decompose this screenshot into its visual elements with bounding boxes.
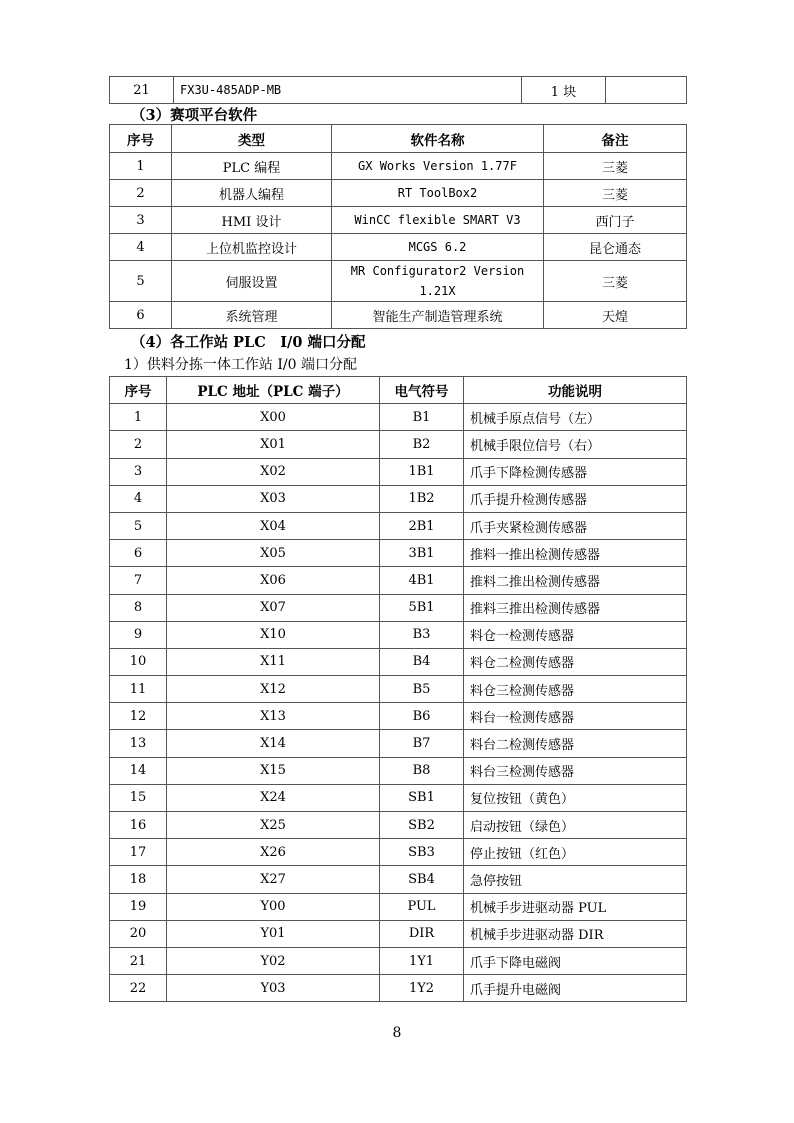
function-description: 急停按钮 [464,866,687,893]
electrical-symbol: 1B2 [380,485,464,512]
table-row [110,234,687,261]
plc-address: Y02 [167,947,380,974]
function-description: 爪手夹紧检测传感器 [464,512,687,539]
row-number: 22 [110,975,167,1002]
table-row [110,676,687,703]
table-row [110,540,687,567]
row-number: 4 [110,485,167,512]
software-note: 昆仑通态 [544,234,687,261]
function-description: 料仓三检测传感器 [464,676,687,703]
plc-address: X25 [167,812,380,839]
row-number: 17 [110,839,167,866]
software-type: 系统管理 [172,302,332,329]
quantity: 1 块 [522,77,606,104]
section-4-heading: （4）各工作站 PLC I/0 端口分配 [131,334,366,351]
table-header-row [110,125,687,153]
table-row [110,261,687,302]
function-description: 停止按钮（红色） [464,839,687,866]
row-number: 4 [110,234,172,261]
plc-address: X13 [167,703,380,730]
row-number: 18 [110,866,167,893]
electrical-symbol: 4B1 [380,567,464,594]
software-note: 天煌 [544,302,687,329]
plc-address: X12 [167,676,380,703]
software-name [332,261,544,302]
row-number: 1 [110,153,172,180]
table-row [110,404,687,431]
row-number: 19 [110,893,167,920]
plc-address: X02 [167,458,380,485]
row-number: 12 [110,703,167,730]
software-table [109,124,687,329]
row-number: 3 [110,458,167,485]
table-row [110,594,687,621]
software-type: 上位机监控设计 [172,234,332,261]
table-row [110,302,687,329]
row-number: 6 [110,540,167,567]
row-number: 5 [110,261,172,302]
plc-address: X07 [167,594,380,621]
plc-address: X14 [167,730,380,757]
row-number: 13 [110,730,167,757]
row-number: 2 [110,180,172,207]
software-type: PLC 编程 [172,153,332,180]
col-header: 软件名称 [332,125,544,153]
table-row [110,485,687,512]
col-header: 类型 [172,125,332,153]
function-description: 复位按钮（黄色） [464,784,687,811]
electrical-symbol: 1Y2 [380,975,464,1002]
plc-address: X00 [167,404,380,431]
electrical-symbol: SB2 [380,812,464,839]
electrical-symbol: B8 [380,757,464,784]
electrical-symbol: 1Y1 [380,947,464,974]
extra-cell [606,77,687,104]
table-row [110,839,687,866]
software-note: 西门子 [544,207,687,234]
software-name: 智能生产制造管理系统 [332,302,544,329]
table-row [110,730,687,757]
electrical-symbol: SB4 [380,866,464,893]
table-row [110,153,687,180]
software-note: 三菱 [544,153,687,180]
row-number: 3 [110,207,172,234]
table-row [110,207,687,234]
row-number: 11 [110,676,167,703]
section-3-heading: （3）赛项平台软件 [131,107,258,124]
row-number: 21 [110,947,167,974]
software-name-line: 1.21X [419,284,456,298]
plc-address: Y00 [167,893,380,920]
function-description: 机械手步进驱动器 DIR [464,920,687,947]
col-header: 功能说明 [464,377,687,404]
electrical-symbol: SB1 [380,784,464,811]
plc-address: X06 [167,567,380,594]
electrical-symbol: B7 [380,730,464,757]
plc-address: X24 [167,784,380,811]
table-row [110,920,687,947]
software-name: MCGS 6.2 [332,234,544,261]
subsection-1-heading: 1）供料分拣一体工作站 I/0 端口分配 [124,357,357,373]
software-name: WinCC flexible SMART V3 [332,207,544,234]
function-description: 推料二推出检测传感器 [464,567,687,594]
row-number: 21 [110,77,174,104]
io-port-table [109,376,687,1002]
table-header-row [110,377,687,404]
plc-address: X03 [167,485,380,512]
row-number: 15 [110,784,167,811]
table-row [110,180,687,207]
function-description: 推料三推出检测传感器 [464,594,687,621]
plc-address: X27 [167,866,380,893]
plc-address: Y03 [167,975,380,1002]
col-header: 电气符号 [380,377,464,404]
function-description: 料台三检测传感器 [464,757,687,784]
col-header: 备注 [544,125,687,153]
row-number: 20 [110,920,167,947]
electrical-symbol: B3 [380,621,464,648]
software-name: GX Works Version 1.77F [332,153,544,180]
function-description: 料台一检测传感器 [464,703,687,730]
software-type: HMI 设计 [172,207,332,234]
electrical-symbol: DIR [380,920,464,947]
plc-address: X05 [167,540,380,567]
table-row [110,866,687,893]
table-row [110,757,687,784]
table-row [110,648,687,675]
function-description: 推料一推出检测传感器 [464,540,687,567]
function-description: 机械手步进驱动器 PUL [464,893,687,920]
row-number: 16 [110,812,167,839]
table-row [110,784,687,811]
function-description: 机械手限位信号（右） [464,431,687,458]
row-number: 1 [110,404,167,431]
model-name: FX3U-485ADP-MB [174,77,522,104]
row-number: 5 [110,512,167,539]
function-description: 机械手原点信号（左） [464,404,687,431]
plc-address: X01 [167,431,380,458]
electrical-symbol: 1B1 [380,458,464,485]
software-type: 伺服设置 [172,261,332,302]
electrical-symbol: B4 [380,648,464,675]
electrical-symbol: B5 [380,676,464,703]
electrical-symbol: 5B1 [380,594,464,621]
equipment-table-tail [109,76,687,104]
table-row [110,512,687,539]
plc-address: X26 [167,839,380,866]
table-row [110,812,687,839]
software-note: 三菱 [544,261,687,302]
row-number: 9 [110,621,167,648]
table-row [110,77,687,104]
col-header: PLC 地址（PLC 端子） [167,377,380,404]
electrical-symbol: 2B1 [380,512,464,539]
row-number: 2 [110,431,167,458]
function-description: 爪手提升电磁阀 [464,975,687,1002]
software-name: RT ToolBox2 [332,180,544,207]
table-row [110,621,687,648]
page-number: 8 [392,1025,402,1041]
function-description: 料台二检测传感器 [464,730,687,757]
software-name-line: MR Configurator2 Version [350,264,525,278]
row-number: 14 [110,757,167,784]
table-row [110,947,687,974]
electrical-symbol: PUL [380,893,464,920]
plc-address: X04 [167,512,380,539]
plc-address: X11 [167,648,380,675]
electrical-symbol: SB3 [380,839,464,866]
row-number: 7 [110,567,167,594]
table-row [110,431,687,458]
io-table-body [110,404,687,1002]
row-number: 10 [110,648,167,675]
electrical-symbol: B1 [380,404,464,431]
electrical-symbol: 3B1 [380,540,464,567]
software-note: 三菱 [544,180,687,207]
table-row [110,893,687,920]
function-description: 爪手提升检测传感器 [464,485,687,512]
electrical-symbol: B2 [380,431,464,458]
col-header: 序号 [110,377,167,404]
table-row [110,567,687,594]
function-description: 料仓一检测传感器 [464,621,687,648]
function-description: 爪手下降检测传感器 [464,458,687,485]
plc-address: X10 [167,621,380,648]
table-row [110,975,687,1002]
row-number: 8 [110,594,167,621]
row-number: 6 [110,302,172,329]
table-row [110,458,687,485]
software-type: 机器人编程 [172,180,332,207]
plc-address: X15 [167,757,380,784]
function-description: 爪手下降电磁阀 [464,947,687,974]
electrical-symbol: B6 [380,703,464,730]
plc-address: Y01 [167,920,380,947]
function-description: 启动按钮（绿色） [464,812,687,839]
col-header: 序号 [110,125,172,153]
function-description: 料仓二检测传感器 [464,648,687,675]
table-row [110,703,687,730]
